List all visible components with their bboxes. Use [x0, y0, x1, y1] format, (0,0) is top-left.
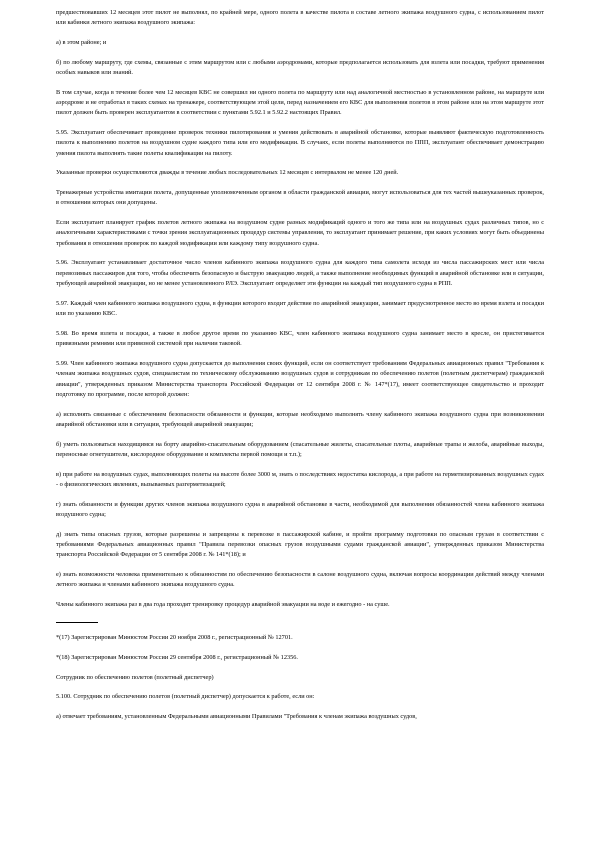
paragraph: Члены кабинного экипажа раз в два года проходят тренировку процедур аварийной эвакуации на воде и ежегодно - на суше. — [56, 601, 390, 609]
paragraph: Если эксплуатант планирует график полетов летного экипажа на воздушном судне разных модификаций одного и того же типа или на воздушных судах различных типов, но с аналогичными характеристиками с точки зрения эксплуатационных процедур системы управления, то эксплуатант принимает решение, при каких условиях могут быть объединены требования в отношении проверок по каждой модификации или каждому типу воздушного судна. — [56, 219, 544, 247]
list-item: в) при работе на воздушных судах, выполняющих полеты на высоте более 3000 м, знать о последствиях недостатка кислорода, а при работе на герметизированных воздушных судах - о физиологических явлениях, вызываемых разгерметизацией; — [56, 470, 544, 489]
footnote: *(17) Зарегистрирован Минюстом России 20 ноября 2008 г., регистрационный № 12701. — [56, 634, 293, 642]
paragraph-5-95: 5.95. Эксплуатант обеспечивает проведение проверок техники пилотирования и умения действовать в аварийной обстановке, которые выявляют фактическую подготовленность пилота к выполнению полетов на воздушном судне каждого типа или его модификации. В случаях, если полеты выполняются по ППП, эксплуатант обеспечивает демонстрацию умения пилота выполнять такие полеты квалификации на пилоту. — [56, 129, 544, 157]
paragraph-5-98: 5.98. Во время взлета и посадки, а также в любое другое время по указанию КВС, член кабинного экипажа воздушного судна занимает место в кресле, он пристегивается привязными ремнями или привязной системой при наличии таковой. — [56, 329, 544, 348]
paragraph-5-96: 5.96. Эксплуатант устанавливает достаточное число членов кабинного экипажа воздушного судна для каждого типа самолета исходя из числа пассажирских мест или числа перевозимых пассажиров для того, чтобы обеспечить безопасную и быструю эвакуацию людей, а также выполнение необходимых функций в аварийной обстановке или в ситуации, требующей аварийной эвакуации, но не менее установленного РЛЭ. Эксплуатант определяет эти функции на каждый тип воздушного судна в РПП. — [56, 259, 544, 288]
list-item: а) исполнять связанные с обеспечением безопасности обязанности и функции, которые необходимо выполнять члену кабинного экипажа воздушного судна при возникновении аварийной обстановки или в ситуации, требующей аварийной эвакуации; — [56, 410, 544, 429]
list-item: е) знать возможности человека применительно к обязанностям по обеспечению безопасности в салоне воздушного судна, включая вопросы координации действий между членами летного экипажа и членами кабинного экипажа воздушного судна. — [56, 571, 544, 589]
paragraph-5-97: 5.97. Каждый член кабинного экипажа воздушного судна, в функции которого входит действие по аварийной эвакуации, занимает предусмотренное место во время взлета и посадки или по указанию КВС. — [56, 299, 544, 318]
paragraph: Тренажерные устройства имитации полета, допущенные уполномоченным органом в области гражданской авиации, могут использоваться для тех частей вышеуказанных проверок, в отношении которых они допущены. — [56, 189, 544, 207]
paragraph: В том случае, когда в течение более чем 12 месяцев КВС не совершил ни одного полета по маршруту или над аналогичной местностью в установленном районе, на маршруте или аэродроме и не отработал в таких схемах на тренажере, соответствующем этой цели, перед назначением его КВС для выполнения полетов в этом районе или на этом маршруте этот пилот должен быть проверен эксплуатантом в соответствии с пунктами 5.92.1 и 5.92.2 настоящих Правил. — [56, 88, 544, 117]
paragraph: Указанные проверки осуществляются дважды в течение любых последовательных 12 месяцев с интервалом не менее 120 дней. — [56, 169, 399, 177]
paragraph: б) по любому маршруту, где схемы, связанные с этим маршрутом или с любыми аэродромами, которые предполагается использовать для взлета или посадки, требуют применения особых навыков или знаний. — [56, 58, 544, 76]
list-item: г) знать обязанности и функции других членов экипажа воздушного судна в аварийной обстановке в части, необходимой для выполнения обязанностей члена кабинного экипажа воздушного судна; — [56, 500, 544, 519]
paragraph-5-100: 5.100. Сотрудник по обеспечению полетов (полетный диспетчер) допускается к работе, если он: — [56, 693, 315, 701]
list-item: д) знать типы опасных грузов, которые разрешены и запрещены к перевозке в пассажирской кабине, и пройти программу подготовки по опасным грузам в соответствии с требованиями Федеральных авиационных правил "Правила перевозки опасных грузов воздушными судами гражданской авиации", утвержденных приказом Министерства транспорта Российской Федерации от 5 сентября 2008 г. № 141*(18); и — [56, 530, 544, 559]
list-item: а) отвечает требованиям, установленным Федеральными авиационными Правилами "Требования к членам экипажа воздушных судов, — [56, 712, 417, 720]
section-heading: Сотрудник по обеспечению полетов (полетный диспетчер) — [56, 673, 214, 681]
paragraph: предшествовавших 12 месяцев этот пилот не выполнял, по крайней мере, одного полета в качестве пилота в составе летного экипажа воздушного судна, с использованием пилот или кабинки летного экипажа воздушного экипажа: — [56, 9, 544, 27]
paragraph-5-99: 5.99. Член кабинного экипажа воздушного судна допускается до выполнения своих функций, если он соответствует требованиям Федеральных авиационных правил "Требования к членам экипажа воздушных судов, специалистам по техническому обслуживанию воздушных судов и сотрудникам по обеспечению полетов (полетным диспетчерам) гражданской авиации", утвержденных приказом Министерства транспорта Российской Федерации от 12 сентября 2008 г. № 147*(17), имеет соответствующее свидетельство и проходит подготовку по программе, после которой должен: — [56, 359, 544, 399]
list-item: б) уметь пользоваться находящимся на борту аварийно-спасательным оборудованием (спасательные жилеты, спасательные плоты, аварийные трапы и желоба, аварийные выходы, переносные огнетушители, кислородное оборудование и комплекты первой помощи и т.п.); — [56, 440, 544, 459]
document-page — [56, 8, 544, 731]
footnote: *(18) Зарегистрирован Минюстом России 29 сентября 2008 г., регистрационный № 12356. — [56, 654, 298, 662]
footnote-divider — [56, 622, 98, 623]
paragraph: a) в этом районе; и — [56, 39, 107, 46]
